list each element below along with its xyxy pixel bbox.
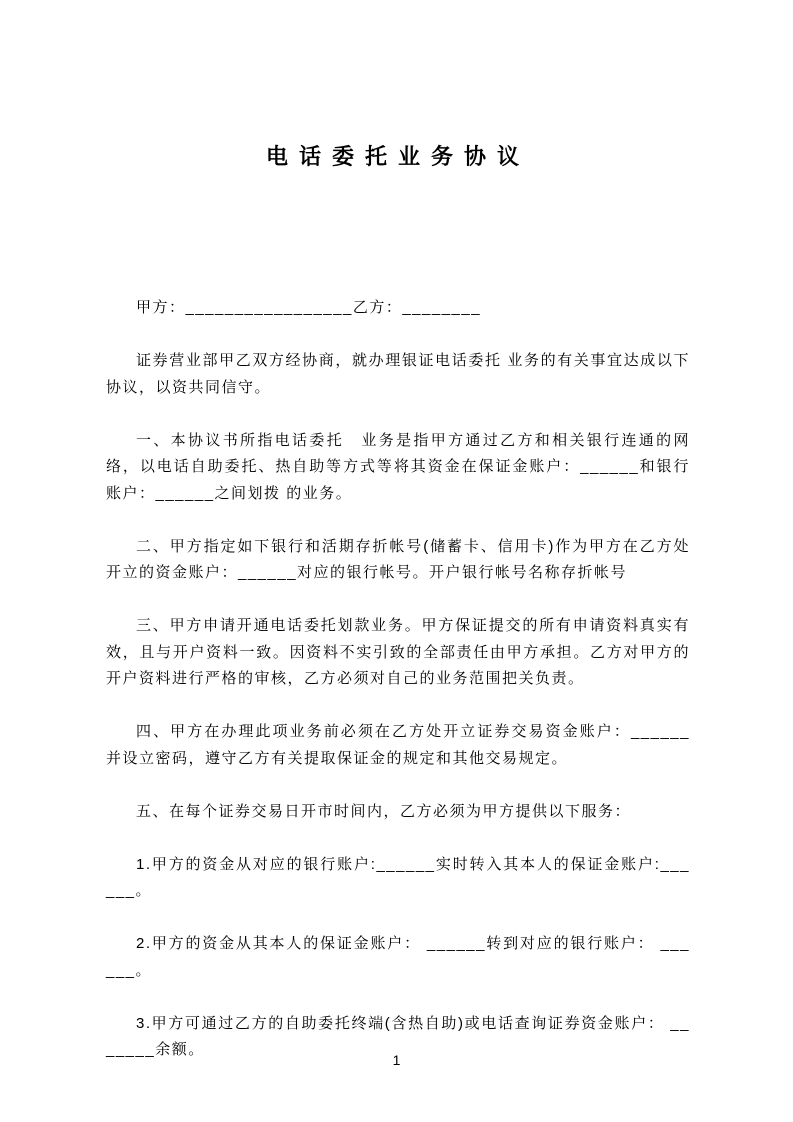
document-title: 电话委托业务协议	[265, 144, 530, 169]
clause-4-paragraph: 四、甲方在办理此项业务前必须在乙方处开立证券交易资金账户：______并设立密码，遵守乙方有关提取保证金的规定和其他交易规定。	[106, 723, 690, 767]
clause-2-paragraph: 二、甲方指定如下银行和活期存折帐号(储蓄卡、信用卡)作为甲方在乙方处开立的资金账户：______对应的银行帐号。开户银行帐号名称存折帐号	[106, 537, 690, 581]
service-item-1: 1.甲方的资金从对应的银行账户:______实时转入其本人的保证金账户:______。	[106, 855, 690, 899]
service-item-3: 3.甲方可通过乙方的自助委托终端(含热自助)或电话查询证券资金账户： _______余额。	[106, 1014, 690, 1058]
service-item-2: 2.甲方的资金从其本人的保证金账户： ______转到对应的银行账户： ______。	[106, 935, 690, 979]
clause-5-paragraph: 五、在每个证券交易日开市时间内，乙方必须为甲方提供以下服务：	[136, 802, 632, 820]
document-content	[106, 0, 690, 1090]
page-number: 1	[392, 1052, 401, 1068]
clause-1-paragraph: 一、本协议书所指电话委托 业务是指甲方通过乙方和相关银行连通的网络，以电话自助委托、热自助等方式等将其资金在保证金账户：______和银行账户：______之间划拨 的业务。	[106, 431, 690, 502]
intro-paragraph: 证券营业部甲乙双方经协商，就办理银证电话委托 业务的有关事宜达成以下协议，以资共同信守。	[106, 352, 690, 396]
clause-3-paragraph: 三、甲方申请开通电话委托划款业务。甲方保证提交的所有申请资料真实有效，且与开户资料一致。因资料不实引致的全部责任由甲方承担。乙方对甲方的开户资料进行严格的审核，乙方必须对自己的业务范围把关负责。	[106, 617, 690, 687]
parties-line: 甲方：_________________乙方：________	[136, 299, 482, 316]
